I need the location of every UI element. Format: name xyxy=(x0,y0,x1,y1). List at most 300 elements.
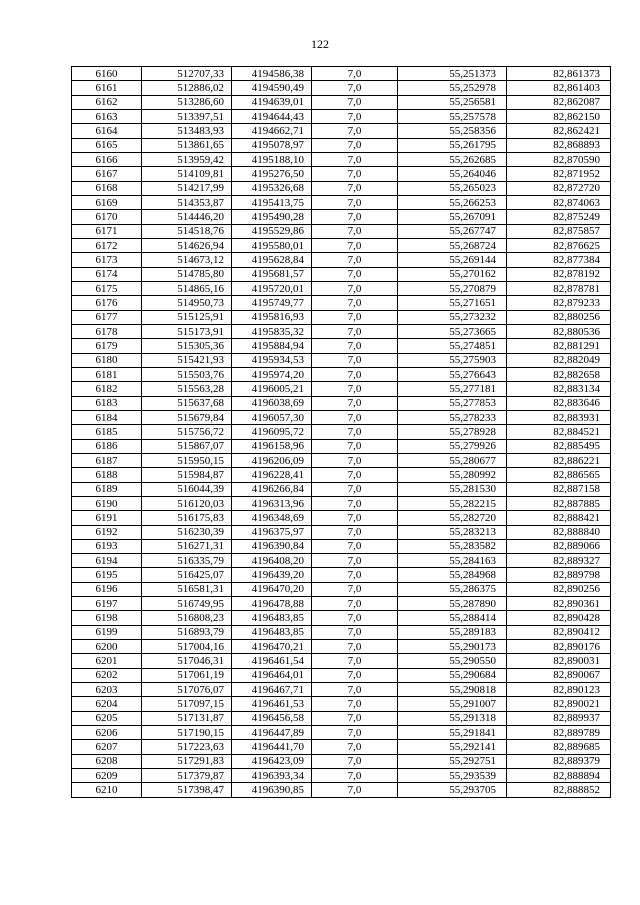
height-cell: 7,0 xyxy=(312,410,398,424)
table-row xyxy=(72,754,611,768)
height-cell: 7,0 xyxy=(312,281,398,295)
y-coordinate-cell: 4196467,71 xyxy=(232,683,312,697)
table-row xyxy=(72,740,611,754)
point-number-cell: 6182 xyxy=(72,382,142,396)
height-cell: 7,0 xyxy=(312,95,398,109)
longitude-cell: 82,890123 xyxy=(507,683,611,697)
point-number-cell: 6169 xyxy=(72,195,142,209)
table-row xyxy=(72,783,611,797)
longitude-cell: 82,889379 xyxy=(507,754,611,768)
x-coordinate-cell: 517223,63 xyxy=(142,740,232,754)
y-coordinate-cell: 4196456,58 xyxy=(232,711,312,725)
point-number-cell: 6208 xyxy=(72,754,142,768)
latitude-cell: 55,278233 xyxy=(398,410,507,424)
point-number-cell: 6197 xyxy=(72,597,142,611)
height-cell: 7,0 xyxy=(312,726,398,740)
latitude-cell: 55,261795 xyxy=(398,138,507,152)
page-number: 122 xyxy=(311,37,329,51)
table-row xyxy=(72,482,611,496)
latitude-cell: 55,292141 xyxy=(398,740,507,754)
x-coordinate-cell: 515984,87 xyxy=(142,468,232,482)
height-cell: 7,0 xyxy=(312,396,398,410)
longitude-cell: 82,861403 xyxy=(507,81,611,95)
latitude-cell: 55,275903 xyxy=(398,353,507,367)
latitude-cell: 55,270162 xyxy=(398,267,507,281)
height-cell: 7,0 xyxy=(312,511,398,525)
y-coordinate-cell: 4195835,32 xyxy=(232,324,312,338)
y-coordinate-cell: 4194639,01 xyxy=(232,95,312,109)
y-coordinate-cell: 4196470,20 xyxy=(232,582,312,596)
y-coordinate-cell: 4195884,94 xyxy=(232,339,312,353)
height-cell: 7,0 xyxy=(312,167,398,181)
y-coordinate-cell: 4196266,84 xyxy=(232,482,312,496)
longitude-cell: 82,880256 xyxy=(507,310,611,324)
x-coordinate-cell: 513861,65 xyxy=(142,138,232,152)
height-cell: 7,0 xyxy=(312,195,398,209)
point-number-cell: 6183 xyxy=(72,396,142,410)
y-coordinate-cell: 4196057,30 xyxy=(232,410,312,424)
latitude-cell: 55,282720 xyxy=(398,511,507,525)
latitude-cell: 55,274851 xyxy=(398,339,507,353)
table-row xyxy=(72,453,611,467)
table-row xyxy=(72,568,611,582)
longitude-cell: 82,884521 xyxy=(507,425,611,439)
longitude-cell: 82,861373 xyxy=(507,67,611,81)
table-row xyxy=(72,683,611,697)
table-row xyxy=(72,582,611,596)
table-row xyxy=(72,67,611,81)
point-number-cell: 6204 xyxy=(72,697,142,711)
y-coordinate-cell: 4196447,89 xyxy=(232,726,312,740)
longitude-cell: 82,881291 xyxy=(507,339,611,353)
height-cell: 7,0 xyxy=(312,267,398,281)
height-cell: 7,0 xyxy=(312,124,398,138)
x-coordinate-cell: 517131,87 xyxy=(142,711,232,725)
table-row xyxy=(72,554,611,568)
point-number-cell: 6161 xyxy=(72,81,142,95)
point-number-cell: 6185 xyxy=(72,425,142,439)
height-cell: 7,0 xyxy=(312,181,398,195)
longitude-cell: 82,883931 xyxy=(507,410,611,424)
y-coordinate-cell: 4195276,50 xyxy=(232,167,312,181)
height-cell: 7,0 xyxy=(312,425,398,439)
y-coordinate-cell: 4195078,97 xyxy=(232,138,312,152)
x-coordinate-cell: 515125,91 xyxy=(142,310,232,324)
height-cell: 7,0 xyxy=(312,654,398,668)
point-number-cell: 6168 xyxy=(72,181,142,195)
y-coordinate-cell: 4195188,10 xyxy=(232,152,312,166)
x-coordinate-cell: 517061,19 xyxy=(142,668,232,682)
point-number-cell: 6160 xyxy=(72,67,142,81)
longitude-cell: 82,889327 xyxy=(507,554,611,568)
longitude-cell: 82,887885 xyxy=(507,496,611,510)
x-coordinate-cell: 517291,83 xyxy=(142,754,232,768)
point-number-cell: 6200 xyxy=(72,640,142,654)
table-row xyxy=(72,296,611,310)
y-coordinate-cell: 4196441,70 xyxy=(232,740,312,754)
latitude-cell: 55,262685 xyxy=(398,152,507,166)
y-coordinate-cell: 4196348,69 xyxy=(232,511,312,525)
point-number-cell: 6174 xyxy=(72,267,142,281)
latitude-cell: 55,284968 xyxy=(398,568,507,582)
latitude-cell: 55,291318 xyxy=(398,711,507,725)
y-coordinate-cell: 4196461,53 xyxy=(232,697,312,711)
latitude-cell: 55,270879 xyxy=(398,281,507,295)
table-row xyxy=(72,81,611,95)
point-number-cell: 6163 xyxy=(72,109,142,123)
table-row xyxy=(72,597,611,611)
y-coordinate-cell: 4194586,38 xyxy=(232,67,312,81)
x-coordinate-cell: 517379,87 xyxy=(142,769,232,783)
table-row xyxy=(72,382,611,396)
height-cell: 7,0 xyxy=(312,554,398,568)
table-row xyxy=(72,425,611,439)
table-row xyxy=(72,181,611,195)
longitude-cell: 82,886221 xyxy=(507,453,611,467)
latitude-cell: 55,267747 xyxy=(398,224,507,238)
longitude-cell: 82,890176 xyxy=(507,640,611,654)
longitude-cell: 82,889685 xyxy=(507,740,611,754)
point-number-cell: 6188 xyxy=(72,468,142,482)
x-coordinate-cell: 515756,72 xyxy=(142,425,232,439)
table-row xyxy=(72,396,611,410)
longitude-cell: 82,862150 xyxy=(507,109,611,123)
y-coordinate-cell: 4196470,21 xyxy=(232,640,312,654)
x-coordinate-cell: 515950,15 xyxy=(142,453,232,467)
height-cell: 7,0 xyxy=(312,324,398,338)
height-cell: 7,0 xyxy=(312,625,398,639)
x-coordinate-cell: 514109,81 xyxy=(142,167,232,181)
x-coordinate-cell: 516335,79 xyxy=(142,554,232,568)
longitude-cell: 82,883646 xyxy=(507,396,611,410)
longitude-cell: 82,890021 xyxy=(507,697,611,711)
latitude-cell: 55,278928 xyxy=(398,425,507,439)
longitude-cell: 82,888894 xyxy=(507,769,611,783)
height-cell: 7,0 xyxy=(312,152,398,166)
latitude-cell: 55,289183 xyxy=(398,625,507,639)
x-coordinate-cell: 517004,16 xyxy=(142,640,232,654)
point-number-cell: 6205 xyxy=(72,711,142,725)
longitude-cell: 82,882049 xyxy=(507,353,611,367)
longitude-cell: 82,872720 xyxy=(507,181,611,195)
latitude-cell: 55,292751 xyxy=(398,754,507,768)
latitude-cell: 55,291841 xyxy=(398,726,507,740)
table-row xyxy=(72,367,611,381)
longitude-cell: 82,890361 xyxy=(507,597,611,611)
table-row xyxy=(72,353,611,367)
y-coordinate-cell: 4195413,75 xyxy=(232,195,312,209)
table-row xyxy=(72,138,611,152)
table-row xyxy=(72,210,611,224)
longitude-cell: 82,871952 xyxy=(507,167,611,181)
latitude-cell: 55,293705 xyxy=(398,783,507,797)
latitude-cell: 55,277853 xyxy=(398,396,507,410)
point-number-cell: 6193 xyxy=(72,539,142,553)
latitude-cell: 55,287890 xyxy=(398,597,507,611)
y-coordinate-cell: 4196464,01 xyxy=(232,668,312,682)
height-cell: 7,0 xyxy=(312,668,398,682)
y-coordinate-cell: 4196393,34 xyxy=(232,769,312,783)
y-coordinate-cell: 4195490,28 xyxy=(232,210,312,224)
latitude-cell: 55,282215 xyxy=(398,496,507,510)
latitude-cell: 55,280677 xyxy=(398,453,507,467)
height-cell: 7,0 xyxy=(312,367,398,381)
height-cell: 7,0 xyxy=(312,81,398,95)
point-number-cell: 6165 xyxy=(72,138,142,152)
longitude-cell: 82,888852 xyxy=(507,783,611,797)
point-number-cell: 6199 xyxy=(72,625,142,639)
latitude-cell: 55,290818 xyxy=(398,683,507,697)
height-cell: 7,0 xyxy=(312,754,398,768)
point-number-cell: 6203 xyxy=(72,683,142,697)
y-coordinate-cell: 4196439,20 xyxy=(232,568,312,582)
point-number-cell: 6176 xyxy=(72,296,142,310)
y-coordinate-cell: 4195580,01 xyxy=(232,238,312,252)
y-coordinate-cell: 4196408,20 xyxy=(232,554,312,568)
table-row xyxy=(72,253,611,267)
height-cell: 7,0 xyxy=(312,453,398,467)
x-coordinate-cell: 516271,31 xyxy=(142,539,232,553)
longitude-cell: 82,862421 xyxy=(507,124,611,138)
table-row xyxy=(72,310,611,324)
point-number-cell: 6162 xyxy=(72,95,142,109)
longitude-cell: 82,890428 xyxy=(507,611,611,625)
height-cell: 7,0 xyxy=(312,468,398,482)
table-row xyxy=(72,267,611,281)
latitude-cell: 55,277181 xyxy=(398,382,507,396)
height-cell: 7,0 xyxy=(312,296,398,310)
longitude-cell: 82,887158 xyxy=(507,482,611,496)
point-number-cell: 6201 xyxy=(72,654,142,668)
x-coordinate-cell: 515679,84 xyxy=(142,410,232,424)
x-coordinate-cell: 515637,68 xyxy=(142,396,232,410)
longitude-cell: 82,890256 xyxy=(507,582,611,596)
height-cell: 7,0 xyxy=(312,253,398,267)
height-cell: 7,0 xyxy=(312,769,398,783)
height-cell: 7,0 xyxy=(312,238,398,252)
point-number-cell: 6170 xyxy=(72,210,142,224)
point-number-cell: 6177 xyxy=(72,310,142,324)
longitude-cell: 82,868893 xyxy=(507,138,611,152)
longitude-cell: 82,875249 xyxy=(507,210,611,224)
y-coordinate-cell: 4196390,85 xyxy=(232,783,312,797)
point-number-cell: 6166 xyxy=(72,152,142,166)
x-coordinate-cell: 514673,12 xyxy=(142,253,232,267)
coordinates-table-body xyxy=(72,67,611,798)
latitude-cell: 55,257578 xyxy=(398,109,507,123)
point-number-cell: 6167 xyxy=(72,167,142,181)
latitude-cell: 55,284163 xyxy=(398,554,507,568)
y-coordinate-cell: 4196483,85 xyxy=(232,625,312,639)
longitude-cell: 82,876625 xyxy=(507,238,611,252)
x-coordinate-cell: 514217,99 xyxy=(142,181,232,195)
point-number-cell: 6179 xyxy=(72,339,142,353)
y-coordinate-cell: 4196483,85 xyxy=(232,611,312,625)
y-coordinate-cell: 4196095,72 xyxy=(232,425,312,439)
point-number-cell: 6175 xyxy=(72,281,142,295)
longitude-cell: 82,870590 xyxy=(507,152,611,166)
longitude-cell: 82,885495 xyxy=(507,439,611,453)
x-coordinate-cell: 514353,87 xyxy=(142,195,232,209)
table-row xyxy=(72,238,611,252)
longitude-cell: 82,883134 xyxy=(507,382,611,396)
height-cell: 7,0 xyxy=(312,640,398,654)
longitude-cell: 82,889066 xyxy=(507,539,611,553)
longitude-cell: 82,880536 xyxy=(507,324,611,338)
height-cell: 7,0 xyxy=(312,109,398,123)
height-cell: 7,0 xyxy=(312,740,398,754)
longitude-cell: 82,889798 xyxy=(507,568,611,582)
table-row xyxy=(72,410,611,424)
table-row xyxy=(72,109,611,123)
x-coordinate-cell: 515867,07 xyxy=(142,439,232,453)
table-row xyxy=(72,339,611,353)
latitude-cell: 55,279926 xyxy=(398,439,507,453)
point-number-cell: 6209 xyxy=(72,769,142,783)
y-coordinate-cell: 4195326,68 xyxy=(232,181,312,195)
height-cell: 7,0 xyxy=(312,482,398,496)
y-coordinate-cell: 4196158,96 xyxy=(232,439,312,453)
table-row xyxy=(72,152,611,166)
table-row xyxy=(72,611,611,625)
height-cell: 7,0 xyxy=(312,539,398,553)
point-number-cell: 6181 xyxy=(72,367,142,381)
latitude-cell: 55,276643 xyxy=(398,367,507,381)
longitude-cell: 82,888840 xyxy=(507,525,611,539)
y-coordinate-cell: 4194662,71 xyxy=(232,124,312,138)
longitude-cell: 82,890031 xyxy=(507,654,611,668)
x-coordinate-cell: 517190,15 xyxy=(142,726,232,740)
table-row xyxy=(72,726,611,740)
height-cell: 7,0 xyxy=(312,597,398,611)
x-coordinate-cell: 515305,36 xyxy=(142,339,232,353)
y-coordinate-cell: 4194644,43 xyxy=(232,109,312,123)
point-number-cell: 6207 xyxy=(72,740,142,754)
height-cell: 7,0 xyxy=(312,339,398,353)
x-coordinate-cell: 513397,51 xyxy=(142,109,232,123)
point-number-cell: 6178 xyxy=(72,324,142,338)
x-coordinate-cell: 514626,94 xyxy=(142,238,232,252)
x-coordinate-cell: 514950,73 xyxy=(142,296,232,310)
y-coordinate-cell: 4195974,20 xyxy=(232,367,312,381)
y-coordinate-cell: 4195934,53 xyxy=(232,353,312,367)
longitude-cell: 82,890412 xyxy=(507,625,611,639)
table-row xyxy=(72,468,611,482)
longitude-cell: 82,882658 xyxy=(507,367,611,381)
y-coordinate-cell: 4194590,49 xyxy=(232,81,312,95)
x-coordinate-cell: 516425,07 xyxy=(142,568,232,582)
height-cell: 7,0 xyxy=(312,711,398,725)
point-number-cell: 6196 xyxy=(72,582,142,596)
y-coordinate-cell: 4196005,21 xyxy=(232,382,312,396)
point-number-cell: 6195 xyxy=(72,568,142,582)
latitude-cell: 55,264046 xyxy=(398,167,507,181)
x-coordinate-cell: 517398,47 xyxy=(142,783,232,797)
y-coordinate-cell: 4195816,93 xyxy=(232,310,312,324)
longitude-cell: 82,874063 xyxy=(507,195,611,209)
longitude-cell: 82,878781 xyxy=(507,281,611,295)
table-row xyxy=(72,224,611,238)
latitude-cell: 55,268724 xyxy=(398,238,507,252)
y-coordinate-cell: 4196206,09 xyxy=(232,453,312,467)
x-coordinate-cell: 516044,39 xyxy=(142,482,232,496)
table-row xyxy=(72,769,611,783)
latitude-cell: 55,280992 xyxy=(398,468,507,482)
x-coordinate-cell: 516893,79 xyxy=(142,625,232,639)
table-row xyxy=(72,711,611,725)
latitude-cell: 55,291007 xyxy=(398,697,507,711)
longitude-cell: 82,888421 xyxy=(507,511,611,525)
y-coordinate-cell: 4195749,77 xyxy=(232,296,312,310)
table-row xyxy=(72,625,611,639)
height-cell: 7,0 xyxy=(312,353,398,367)
table-row xyxy=(72,124,611,138)
table-row xyxy=(72,496,611,510)
x-coordinate-cell: 514446,20 xyxy=(142,210,232,224)
latitude-cell: 55,288414 xyxy=(398,611,507,625)
longitude-cell: 82,862087 xyxy=(507,95,611,109)
height-cell: 7,0 xyxy=(312,138,398,152)
table-row xyxy=(72,640,611,654)
x-coordinate-cell: 517046,31 xyxy=(142,654,232,668)
height-cell: 7,0 xyxy=(312,783,398,797)
y-coordinate-cell: 4196461,54 xyxy=(232,654,312,668)
y-coordinate-cell: 4196423,09 xyxy=(232,754,312,768)
table-row xyxy=(72,95,611,109)
latitude-cell: 55,266253 xyxy=(398,195,507,209)
latitude-cell: 55,281530 xyxy=(398,482,507,496)
y-coordinate-cell: 4195628,84 xyxy=(232,253,312,267)
height-cell: 7,0 xyxy=(312,210,398,224)
y-coordinate-cell: 4196390,84 xyxy=(232,539,312,553)
x-coordinate-cell: 515503,76 xyxy=(142,367,232,381)
x-coordinate-cell: 515421,93 xyxy=(142,353,232,367)
x-coordinate-cell: 513286,60 xyxy=(142,95,232,109)
height-cell: 7,0 xyxy=(312,496,398,510)
longitude-cell: 82,877384 xyxy=(507,253,611,267)
x-coordinate-cell: 515173,91 xyxy=(142,324,232,338)
height-cell: 7,0 xyxy=(312,697,398,711)
x-coordinate-cell: 516749,95 xyxy=(142,597,232,611)
table-row xyxy=(72,167,611,181)
point-number-cell: 6198 xyxy=(72,611,142,625)
table-row xyxy=(72,439,611,453)
point-number-cell: 6164 xyxy=(72,124,142,138)
longitude-cell: 82,889937 xyxy=(507,711,611,725)
table-row xyxy=(72,525,611,539)
longitude-cell: 82,879233 xyxy=(507,296,611,310)
latitude-cell: 55,256581 xyxy=(398,95,507,109)
table-row xyxy=(72,324,611,338)
point-number-cell: 6194 xyxy=(72,554,142,568)
x-coordinate-cell: 517076,07 xyxy=(142,683,232,697)
point-number-cell: 6180 xyxy=(72,353,142,367)
table-row xyxy=(72,195,611,209)
height-cell: 7,0 xyxy=(312,525,398,539)
height-cell: 7,0 xyxy=(312,439,398,453)
y-coordinate-cell: 4196313,96 xyxy=(232,496,312,510)
table-row xyxy=(72,281,611,295)
y-coordinate-cell: 4196038,69 xyxy=(232,396,312,410)
x-coordinate-cell: 514785,80 xyxy=(142,267,232,281)
height-cell: 7,0 xyxy=(312,582,398,596)
x-coordinate-cell: 515563,28 xyxy=(142,382,232,396)
latitude-cell: 55,252978 xyxy=(398,81,507,95)
longitude-cell: 82,889789 xyxy=(507,726,611,740)
latitude-cell: 55,258356 xyxy=(398,124,507,138)
y-coordinate-cell: 4195720,01 xyxy=(232,281,312,295)
height-cell: 7,0 xyxy=(312,224,398,238)
